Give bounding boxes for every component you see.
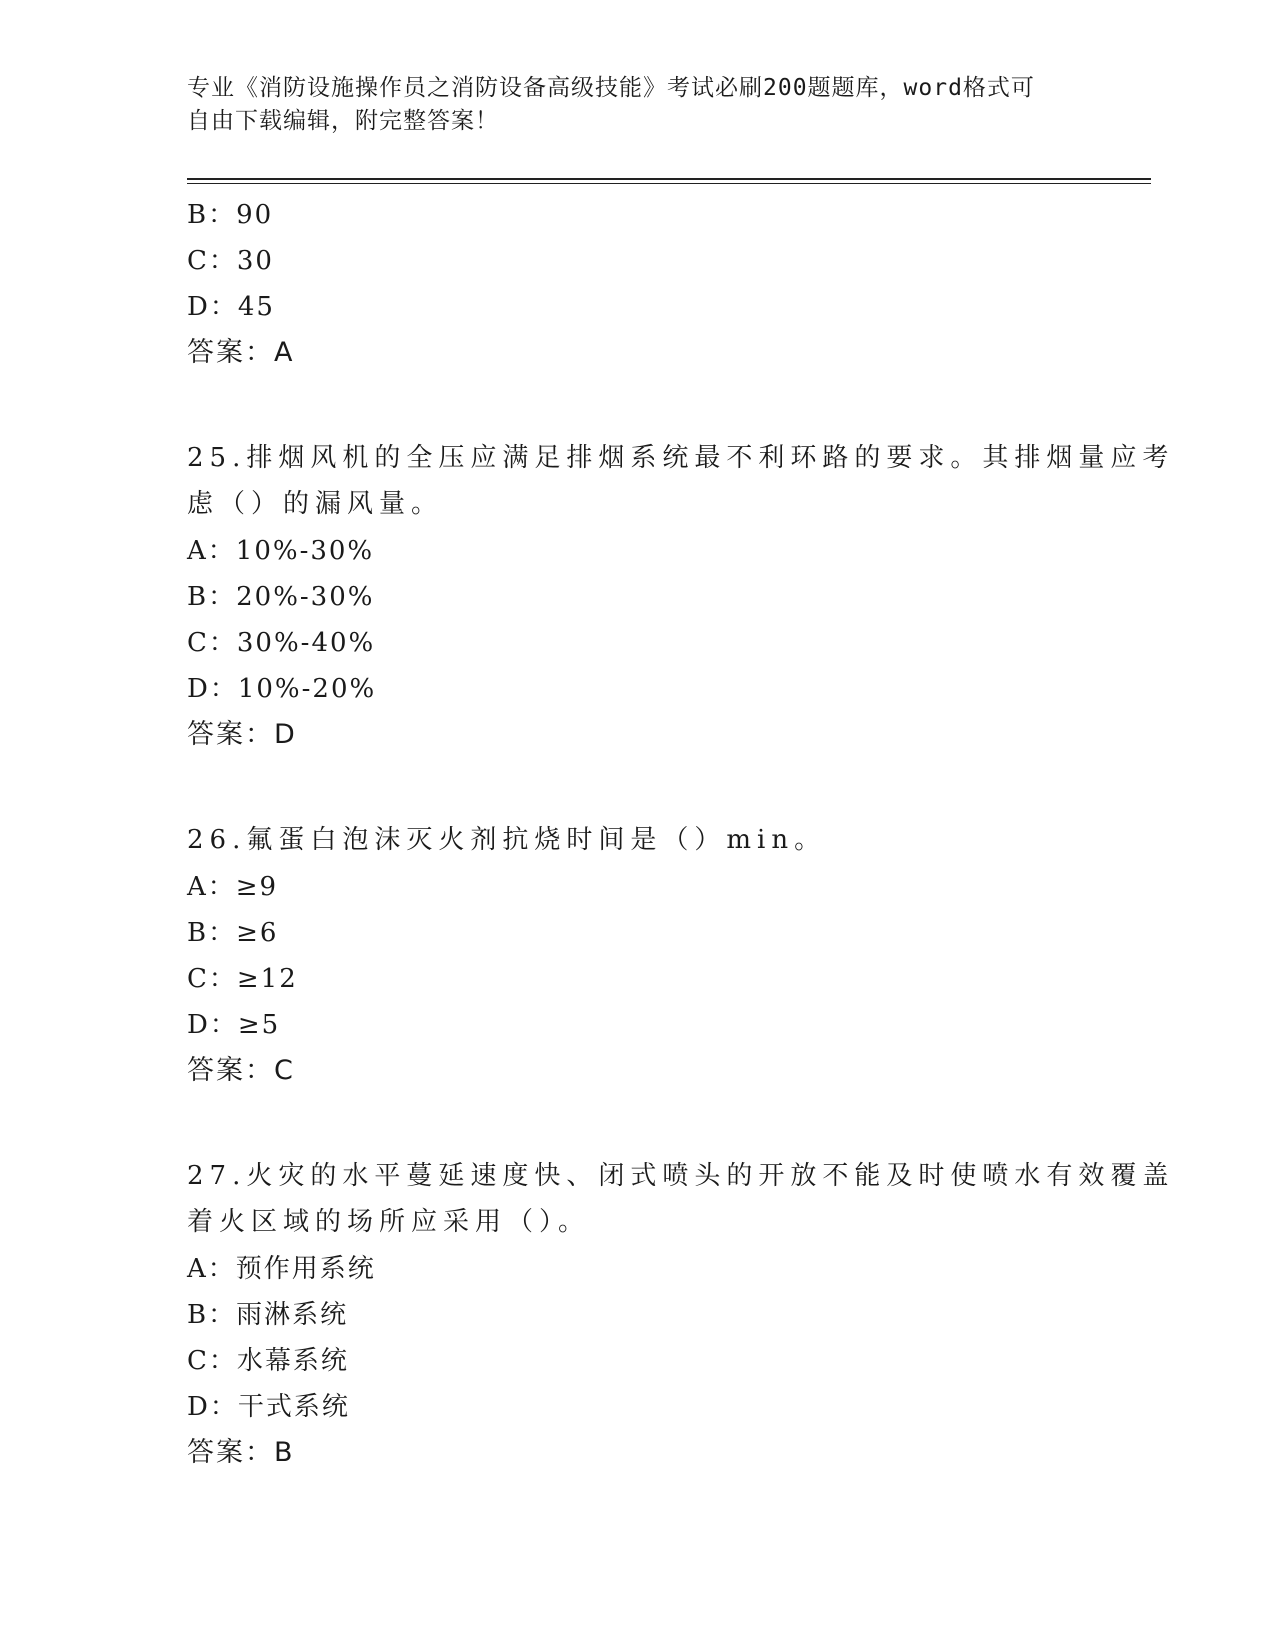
document-header <box>187 72 1087 138</box>
option-c: C：≥12 <box>187 964 298 994</box>
option-c: C：30%-40% <box>187 628 376 658</box>
question-stem: 25.排烟风机的全压应满足排烟系统最不利环路的要求。其排烟量应考 <box>187 443 1175 473</box>
question-stem: 27.火灾的水平蔓延速度快、闭式喷头的开放不能及时使喷水有效覆盖 <box>187 1161 1175 1191</box>
question-24-continuation <box>187 192 1087 376</box>
answer: 答案：C <box>187 1055 295 1086</box>
question-stem: 虑（）的漏风量。 <box>187 489 444 519</box>
option-a: A：≥9 <box>187 872 279 902</box>
option-a: A：预作用系统 <box>187 1254 376 1284</box>
option-c: C：30 <box>187 246 274 276</box>
option-d: D：干式系统 <box>187 1392 350 1422</box>
option-a: A：10%-30% <box>187 536 375 566</box>
question-25 <box>187 436 1175 758</box>
header-divider-thin <box>187 183 1151 184</box>
header-title-line-2: 自由下载编辑，附完整答案！ <box>187 108 499 134</box>
option-b: B：20%-30% <box>187 582 375 612</box>
header-divider-thick <box>187 178 1151 180</box>
option-c: C：水幕系统 <box>187 1346 349 1376</box>
header-title-line-1: 专业《消防设施操作员之消防设备高级技能》考试必刷200题题库，word格式可 <box>187 75 1035 101</box>
question-stem: 26.氟蛋白泡沫灭火剂抗烧时间是（）min。 <box>187 825 827 855</box>
option-d: D：45 <box>187 292 275 322</box>
question-27 <box>187 1154 1175 1476</box>
answer: 答案：A <box>187 337 295 368</box>
option-d: D：10%-20% <box>187 674 377 704</box>
option-b: B：雨淋系统 <box>187 1300 349 1330</box>
answer: 答案：B <box>187 1437 295 1468</box>
option-b: B：90 <box>187 200 274 230</box>
question-list <box>187 192 1175 1476</box>
answer: 答案：D <box>187 719 297 750</box>
option-d: D：≥5 <box>187 1010 281 1040</box>
question-stem: 着火区域的场所应采用（）。 <box>187 1207 591 1237</box>
option-b: B：≥6 <box>187 918 279 948</box>
question-26 <box>187 818 1087 1094</box>
